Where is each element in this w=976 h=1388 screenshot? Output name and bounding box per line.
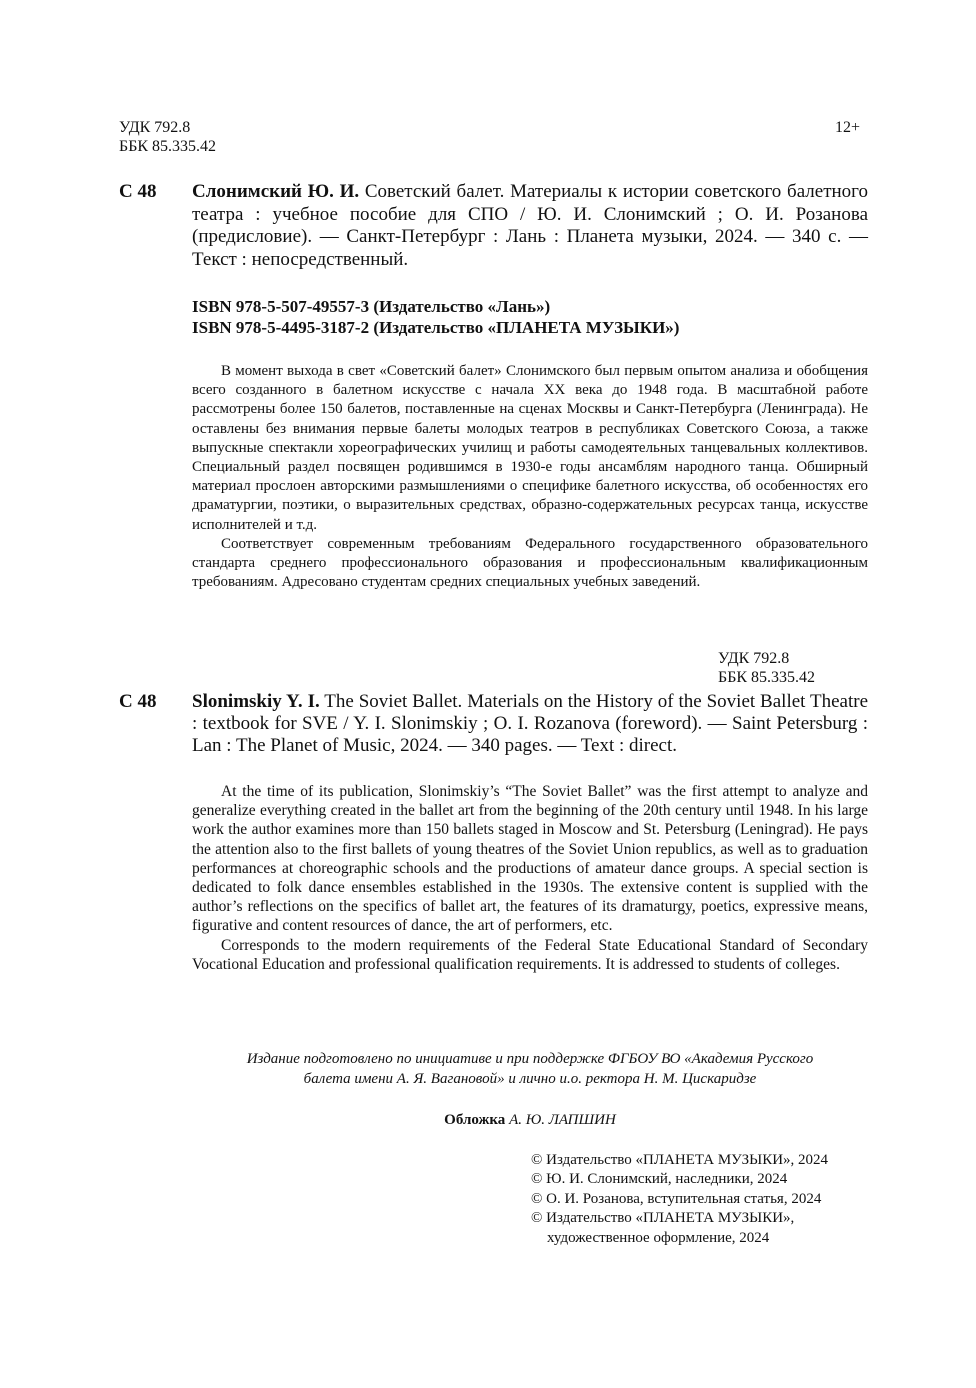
classification-codes	[119, 118, 216, 156]
annotation-en-paragraph: Corresponds to the modern requirements of the Federal State Educational Standard of Secondary Vocational Education and professional qualification requirements. It is addressed to students of colleges.	[192, 936, 868, 973]
cover-designer: А. Ю. ЛАПШИН	[509, 1112, 616, 1128]
support-note	[192, 1050, 868, 1089]
annotation-ru-paragraph: Соответствует современным требованиям Федерального государственного образовательного стандарта среднего профессионального образования и профессиональным квалификационным требованиям. Адресовано студентам средних специальных учебных заведений.	[192, 535, 868, 591]
copyright-line: © Издательство «ПЛАНЕТА МУЗЫКИ»,	[531, 1210, 795, 1227]
bbk-code: ББК 85.335.42	[119, 138, 217, 155]
copyright-line: © О. И. Розанова, вступительная статья, 2024	[531, 1190, 822, 1207]
copyright-line: © Ю. И. Слонимский, наследники, 2024	[531, 1171, 788, 1188]
classification-codes-en	[718, 649, 815, 687]
bibliographic-entry-en	[192, 691, 868, 758]
support-note-line: Издание подготовлено по инициативе и при поддержке ФГБОУ ВО «Академия Русского	[246, 1051, 814, 1067]
author-mark-en: С 48	[119, 691, 157, 712]
entry-text-ru: Советский балет. Материалы к истории советского балетного театра : учебное пособие для СПО / Ю. И. Слонимский ; О. И. Розанова (предисловие). — Санкт-Петербург : Лань : Планета музыки, 2024. — 340 с. — Текст : непосредственный.	[192, 181, 868, 271]
copyright-line: © Издательство «ПЛАНЕТА МУЗЫКИ», 2024	[531, 1152, 829, 1168]
author-name-ru: Слонимский Ю. И.	[192, 181, 360, 202]
cover-label: Обложка	[444, 1112, 506, 1128]
annotation-ru	[192, 362, 868, 592]
support-note-line: балета имени А. Я. Вагановой» и лично и.о. ректора Н. М. Цискаридзе	[303, 1070, 757, 1087]
entry-text-en: The Soviet Ballet. Materials on the History of the Soviet Ballet Theatre : textbook for SVE / Y. I. Slonimskiy ; O. I. Rozanova (foreword). — Saint Petersburg : Lan : The Planet of Music, 2024. — 340 pages. — Text : direct.	[192, 691, 868, 757]
isbn-block	[192, 296, 679, 338]
copyright-list	[531, 1151, 828, 1248]
udk-code: УДК 792.8	[119, 119, 191, 136]
age-rating: 12+	[835, 119, 861, 136]
isbn-planeta: ISBN 978-5-4495-3187-2 (Издательство «ПЛАНЕТА МУЗЫКИ»)	[192, 318, 680, 337]
author-mark-ru: С 48	[119, 181, 157, 202]
annotation-en-paragraph: At the time of its publication, Slonimskiy’s “The Soviet Ballet” was the first attempt to analyze and generalize everything created in the ballet art from the beginning of the 20th century until 1948. In his large work the author examines more than 150 ballets staged in Moscow and St. Petersburg (Leningrad). He pays the attention also to the first ballets of young theatres of the Soviet Union republics, as well as to graduation performances at choreographic schools and the productions of amateur dance groups. A special section is dedicated to folk dance ensembles established in the 1930s. The extensive content is supplied with the author’s reflections on the specifics of ballet art, the features of its dramaturgy, poetics, expressive means, figurative and content resources of dance, the art of performers, etc.	[192, 783, 868, 935]
cover-credit	[192, 1111, 868, 1130]
annotation-en	[192, 782, 868, 974]
isbn-lan: ISBN 978-5-507-49557-3 (Издательство «Лань»)	[192, 297, 551, 316]
bibliographic-entry-ru	[192, 181, 868, 272]
copyright-line: художественное оформление, 2024	[547, 1229, 770, 1246]
annotation-ru-paragraph: В момент выхода в свет «Советский балет» Слонимского был первым опытом анализа и обобщения всего созданного в балетном искусстве с начала XX века до 1948 года. В масштабной работе рассмотрены более 150 балетов, поставленные на сценах Москвы и Санкт-Петербурга (Ленинграда). Не оставлены без внимания первые балеты молодых театров в республиках Советского Союза, а также выпускные спектакли хореографических училищ и работы самодеятельных танцевальных коллективов. Специальный раздел посвящен родившимся в 1930-е годы ансамблям народного танца. Обширный материал прослоен авторскими размышлениями о специфике балетного искусства, об особенностях его драматургии, поэтики, о выразительных средствах, образно-содержательных ресурсах танца, искусстве исполнителей и т.д.	[192, 363, 868, 533]
udk-code: УДК 792.8	[718, 650, 790, 667]
author-name-en: Slonimskiy Y. I.	[192, 691, 320, 712]
bbk-code: ББК 85.335.42	[718, 669, 816, 686]
